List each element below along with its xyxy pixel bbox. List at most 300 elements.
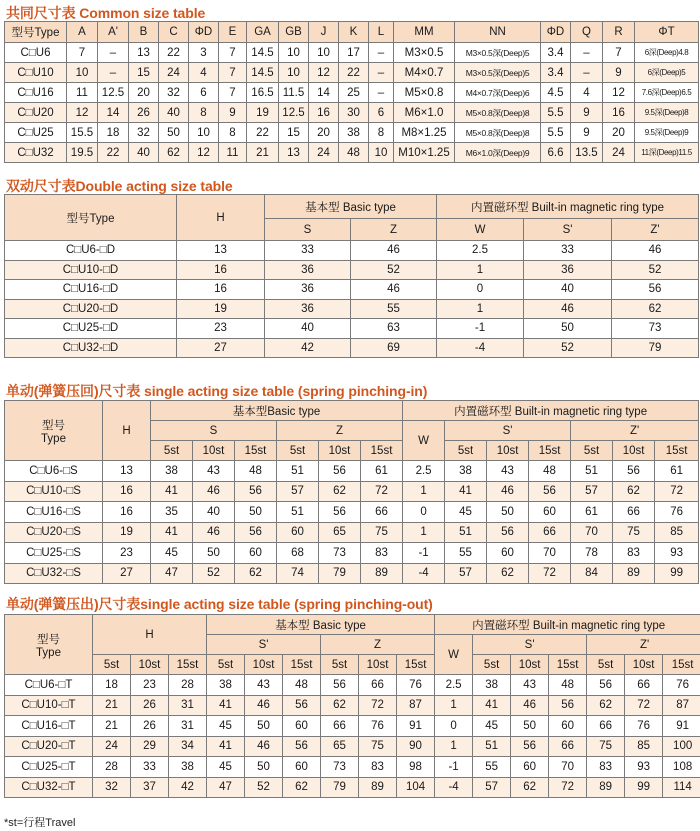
- stroke-header: 15st: [655, 441, 699, 461]
- value-cell: 38: [207, 675, 245, 696]
- stroke-header: 15st: [235, 441, 277, 461]
- stroke-header: 10st: [613, 441, 655, 461]
- header-cell: NN: [455, 22, 541, 43]
- value-cell: 22: [247, 123, 279, 143]
- w-header: W: [435, 635, 473, 675]
- value-cell: 1: [437, 260, 524, 280]
- stroke-header: 5st: [571, 441, 613, 461]
- stroke-header: 10st: [511, 655, 549, 675]
- table-row: [5, 736, 700, 757]
- value-cell: 66: [613, 502, 655, 523]
- value-cell: M5×0.8: [394, 83, 455, 103]
- value-cell: 50: [235, 502, 277, 523]
- table-row: [5, 675, 700, 696]
- value-cell: 46: [245, 736, 283, 757]
- value-cell: 15.5: [67, 123, 98, 143]
- value-cell: 47: [151, 563, 193, 584]
- value-cell: 36: [265, 299, 351, 319]
- value-cell: 93: [655, 543, 699, 564]
- table-row: [5, 260, 699, 280]
- value-cell: 47: [207, 777, 245, 798]
- value-cell: 66: [549, 736, 587, 757]
- w-header: W: [403, 421, 445, 461]
- model-cell: C□U6-□S: [5, 461, 103, 482]
- value-cell: 24: [309, 143, 339, 163]
- sub-header: S': [524, 219, 612, 241]
- value-cell: 74: [277, 563, 319, 584]
- value-cell: 43: [487, 461, 529, 482]
- value-cell: 3: [189, 43, 219, 63]
- value-cell: 10: [369, 143, 394, 163]
- basic-type-header: 基本型Basic type: [151, 401, 403, 421]
- value-cell: 72: [359, 695, 397, 716]
- value-cell: 0: [435, 716, 473, 737]
- value-cell: –: [571, 63, 603, 83]
- value-cell: 13: [177, 241, 265, 261]
- value-cell: 2.5: [403, 461, 445, 482]
- value-cell: 10: [279, 63, 309, 83]
- value-cell: 83: [587, 757, 625, 778]
- value-cell: 9: [571, 103, 603, 123]
- table-row: [5, 241, 699, 261]
- value-cell: 76: [663, 675, 700, 696]
- value-cell: 60: [283, 757, 321, 778]
- value-cell: 70: [529, 543, 571, 564]
- value-cell: 16: [103, 502, 151, 523]
- value-cell: 78: [571, 543, 613, 564]
- value-cell: 56: [549, 695, 587, 716]
- value-cell: 50: [245, 757, 283, 778]
- value-cell: 60: [235, 543, 277, 564]
- value-cell: 72: [625, 695, 663, 716]
- value-cell: 76: [655, 502, 699, 523]
- value-cell: 9: [603, 63, 635, 83]
- value-cell: 45: [207, 757, 245, 778]
- sub-header: W: [437, 219, 524, 241]
- value-cell: 46: [351, 241, 437, 261]
- value-cell: 10: [67, 63, 98, 83]
- stroke-header: 5st: [93, 655, 131, 675]
- value-cell: 60: [511, 757, 549, 778]
- type-label-cn: 型号: [42, 419, 65, 432]
- value-cell: 70: [571, 522, 613, 543]
- value-cell: 14: [309, 83, 339, 103]
- value-cell: 51: [473, 736, 511, 757]
- common-table-title: 共同尺寸表 Common size table: [6, 5, 206, 21]
- h-header: H: [93, 615, 207, 655]
- value-cell: M5×0.8深(Deep)8: [455, 103, 541, 123]
- type-header: [5, 615, 93, 675]
- value-cell: 56: [235, 522, 277, 543]
- value-cell: 10: [189, 123, 219, 143]
- value-cell: -4: [403, 563, 445, 584]
- value-cell: 12: [189, 143, 219, 163]
- value-cell: 62: [487, 563, 529, 584]
- table-row: [5, 299, 699, 319]
- value-cell: 93: [625, 757, 663, 778]
- value-cell: 4: [571, 83, 603, 103]
- value-cell: 5.5: [541, 123, 571, 143]
- value-cell: 76: [359, 716, 397, 737]
- value-cell: M4×0.7: [394, 63, 455, 83]
- common-size-table: [4, 21, 699, 163]
- value-cell: 56: [511, 736, 549, 757]
- value-cell: 34: [169, 736, 207, 757]
- value-cell: 62: [511, 777, 549, 798]
- value-cell: M10×1.25: [394, 143, 455, 163]
- value-cell: 40: [159, 103, 189, 123]
- header-cell: GB: [279, 22, 309, 43]
- stroke-header: 5st: [207, 655, 245, 675]
- value-cell: 45: [207, 716, 245, 737]
- value-cell: 7: [219, 83, 247, 103]
- value-cell: 13.5: [571, 143, 603, 163]
- value-cell: 0: [437, 280, 524, 300]
- value-cell: 99: [655, 563, 699, 584]
- value-cell: -4: [437, 338, 524, 358]
- value-cell: 85: [655, 522, 699, 543]
- table-row: [5, 461, 699, 482]
- value-cell: M5×0.8深(Deep)8: [455, 123, 541, 143]
- table-row: [5, 716, 700, 737]
- stroke-header: 10st: [131, 655, 169, 675]
- value-cell: 60: [549, 716, 587, 737]
- value-cell: 57: [473, 777, 511, 798]
- value-cell: 27: [177, 338, 265, 358]
- value-cell: 56: [613, 461, 655, 482]
- value-cell: 76: [397, 675, 435, 696]
- value-cell: M8×1.25: [394, 123, 455, 143]
- table-row: [5, 522, 699, 543]
- value-cell: 3.4: [541, 63, 571, 83]
- value-cell: 27: [103, 563, 151, 584]
- value-cell: 11: [219, 143, 247, 163]
- value-cell: 19.5: [67, 143, 98, 163]
- header-cell: A: [67, 22, 98, 43]
- value-cell: 83: [613, 543, 655, 564]
- value-cell: 12.5: [98, 83, 129, 103]
- stroke-header: 15st: [663, 655, 700, 675]
- header-cell: L: [369, 22, 394, 43]
- z-prime-header: Z': [587, 635, 700, 655]
- type-header: 型号Type: [5, 195, 177, 241]
- single-acting-out-table: [4, 614, 700, 798]
- value-cell: 56: [529, 481, 571, 502]
- table-row: [5, 103, 699, 123]
- value-cell: 23: [131, 675, 169, 696]
- model-cell: C□U16-□D: [5, 280, 177, 300]
- value-cell: 21: [247, 143, 279, 163]
- value-cell: 75: [361, 522, 403, 543]
- value-cell: 89: [359, 777, 397, 798]
- value-cell: 60: [487, 543, 529, 564]
- stroke-header: 15st: [529, 441, 571, 461]
- value-cell: 63: [351, 319, 437, 339]
- value-cell: 42: [169, 777, 207, 798]
- model-cell: C□U16-□T: [5, 716, 93, 737]
- value-cell: 43: [245, 675, 283, 696]
- value-cell: 87: [397, 695, 435, 716]
- table-row: [5, 338, 699, 358]
- magnetic-ring-header: 内置磁环型 Built-in magnetic ring type: [435, 615, 700, 635]
- value-cell: 89: [587, 777, 625, 798]
- value-cell: 50: [487, 502, 529, 523]
- header-cell: B: [129, 22, 159, 43]
- sub-header: Z': [612, 219, 699, 241]
- model-cell: C□U25-□S: [5, 543, 103, 564]
- value-cell: –: [369, 83, 394, 103]
- value-cell: 83: [359, 757, 397, 778]
- value-cell: 8: [369, 123, 394, 143]
- value-cell: 9.5深(Deep)9: [635, 123, 699, 143]
- value-cell: –: [369, 63, 394, 83]
- value-cell: 50: [159, 123, 189, 143]
- header-cell: A': [98, 22, 129, 43]
- s-prime-header: S': [445, 421, 571, 441]
- value-cell: 50: [511, 716, 549, 737]
- model-cell: C□U20-□T: [5, 736, 93, 757]
- value-cell: 61: [571, 502, 613, 523]
- sub-header: S: [265, 219, 351, 241]
- value-cell: 40: [265, 319, 351, 339]
- value-cell: 84: [571, 563, 613, 584]
- value-cell: 50: [245, 716, 283, 737]
- stroke-header: 10st: [359, 655, 397, 675]
- type-label-en: Type: [36, 646, 61, 659]
- value-cell: 62: [159, 143, 189, 163]
- value-cell: M3×0.5: [394, 43, 455, 63]
- stroke-header: 15st: [397, 655, 435, 675]
- value-cell: 16: [103, 481, 151, 502]
- value-cell: 7: [219, 43, 247, 63]
- value-cell: 6.6: [541, 143, 571, 163]
- value-cell: 9: [219, 103, 247, 123]
- value-cell: 4.5: [541, 83, 571, 103]
- value-cell: 38: [445, 461, 487, 482]
- value-cell: 16: [603, 103, 635, 123]
- value-cell: 38: [169, 757, 207, 778]
- value-cell: 65: [321, 736, 359, 757]
- table-row: [5, 543, 699, 564]
- value-cell: 9: [571, 123, 603, 143]
- magnetic-ring-header: 内置磁环型 Built-in magnetic ring type: [437, 195, 699, 219]
- magnetic-ring-header: 内置磁环型 Built-in magnetic ring type: [403, 401, 699, 421]
- common-header-row: [5, 22, 699, 43]
- value-cell: 22: [98, 143, 129, 163]
- value-cell: M3×0.5深(Deep)5: [455, 63, 541, 83]
- value-cell: 56: [283, 695, 321, 716]
- value-cell: 20: [309, 123, 339, 143]
- value-cell: 99: [625, 777, 663, 798]
- header-cell: Q: [571, 22, 603, 43]
- value-cell: 46: [511, 695, 549, 716]
- value-cell: 48: [529, 461, 571, 482]
- value-cell: 57: [445, 563, 487, 584]
- value-cell: 55: [351, 299, 437, 319]
- value-cell: 28: [169, 675, 207, 696]
- value-cell: 89: [361, 563, 403, 584]
- model-cell: C□U32-□T: [5, 777, 93, 798]
- value-cell: 46: [487, 481, 529, 502]
- value-cell: 46: [524, 299, 612, 319]
- model-cell: C□U20-□D: [5, 299, 177, 319]
- value-cell: 21: [93, 695, 131, 716]
- value-cell: 66: [321, 716, 359, 737]
- value-cell: 7: [67, 43, 98, 63]
- model-cell: C□U32-□S: [5, 563, 103, 584]
- value-cell: 52: [612, 260, 699, 280]
- value-cell: 45: [473, 716, 511, 737]
- s-header: S: [151, 421, 277, 441]
- value-cell: 69: [351, 338, 437, 358]
- stroke-header: 10st: [319, 441, 361, 461]
- value-cell: 31: [169, 716, 207, 737]
- single-acting-in-table: [4, 400, 699, 584]
- value-cell: 24: [159, 63, 189, 83]
- model-cell: C□U6-□D: [5, 241, 177, 261]
- value-cell: 41: [473, 695, 511, 716]
- stroke-header: 10st: [487, 441, 529, 461]
- value-cell: 57: [277, 481, 319, 502]
- single-in-table-title: 单动(弹簧压回)尺寸表 single acting size table (spring pinching-in): [6, 383, 428, 399]
- table-row: [5, 280, 699, 300]
- value-cell: 14.5: [247, 43, 279, 63]
- value-cell: 42: [265, 338, 351, 358]
- value-cell: 46: [193, 522, 235, 543]
- value-cell: 75: [613, 522, 655, 543]
- value-cell: 87: [663, 695, 700, 716]
- value-cell: 12: [67, 103, 98, 123]
- value-cell: 43: [193, 461, 235, 482]
- value-cell: 16.5: [247, 83, 279, 103]
- value-cell: 20: [129, 83, 159, 103]
- value-cell: 46: [193, 481, 235, 502]
- model-cell: C□U25-□D: [5, 319, 177, 339]
- value-cell: 1: [403, 481, 445, 502]
- value-cell: 41: [151, 522, 193, 543]
- value-cell: 9.5深(Deep)8: [635, 103, 699, 123]
- value-cell: 56: [319, 502, 361, 523]
- single-out-table-title: 单动(弹簧压出)尺寸表single acting size table (spring pinching-out): [6, 596, 433, 612]
- value-cell: 13: [129, 43, 159, 63]
- table-row: [5, 757, 700, 778]
- header-cell: J: [309, 22, 339, 43]
- value-cell: 60: [277, 522, 319, 543]
- stroke-header: 5st: [151, 441, 193, 461]
- value-cell: 23: [177, 319, 265, 339]
- value-cell: 1: [435, 736, 473, 757]
- value-cell: 26: [131, 695, 169, 716]
- value-cell: 7: [603, 43, 635, 63]
- value-cell: 38: [151, 461, 193, 482]
- value-cell: 114: [663, 777, 700, 798]
- value-cell: 36: [265, 280, 351, 300]
- table-row: [5, 319, 699, 339]
- value-cell: M6×1.0: [394, 103, 455, 123]
- value-cell: –: [98, 43, 129, 63]
- value-cell: 62: [235, 563, 277, 584]
- header-cell: MM: [394, 22, 455, 43]
- value-cell: 33: [265, 241, 351, 261]
- model-cell: C□U10: [5, 63, 67, 83]
- value-cell: 22: [339, 63, 369, 83]
- value-cell: 33: [524, 241, 612, 261]
- value-cell: 61: [361, 461, 403, 482]
- value-cell: 19: [103, 522, 151, 543]
- table-row: [5, 502, 699, 523]
- table-row: [5, 123, 699, 143]
- value-cell: 62: [283, 777, 321, 798]
- value-cell: 51: [571, 461, 613, 482]
- value-cell: 15: [129, 63, 159, 83]
- stroke-header: 5st: [445, 441, 487, 461]
- value-cell: 72: [549, 777, 587, 798]
- model-cell: C□U6: [5, 43, 67, 63]
- value-cell: 89: [613, 563, 655, 584]
- value-cell: 32: [159, 83, 189, 103]
- value-cell: 52: [524, 338, 612, 358]
- value-cell: 46: [351, 280, 437, 300]
- value-cell: -1: [435, 757, 473, 778]
- value-cell: 57: [571, 481, 613, 502]
- value-cell: 104: [397, 777, 435, 798]
- value-cell: 72: [655, 481, 699, 502]
- value-cell: 13: [103, 461, 151, 482]
- value-cell: 61: [655, 461, 699, 482]
- model-cell: C□U25: [5, 123, 67, 143]
- value-cell: –: [369, 43, 394, 63]
- stroke-header: 5st: [277, 441, 319, 461]
- value-cell: 7: [219, 63, 247, 83]
- stroke-header: 10st: [193, 441, 235, 461]
- table-row: [5, 43, 699, 63]
- value-cell: 60: [283, 716, 321, 737]
- stroke-header: 5st: [587, 655, 625, 675]
- type-label-en: Type: [41, 432, 66, 445]
- value-cell: 31: [169, 695, 207, 716]
- value-cell: 73: [612, 319, 699, 339]
- value-cell: 79: [321, 777, 359, 798]
- value-cell: 66: [529, 522, 571, 543]
- value-cell: 11: [67, 83, 98, 103]
- value-cell: 40: [524, 280, 612, 300]
- table-row: [5, 481, 699, 502]
- value-cell: 62: [613, 481, 655, 502]
- h-header: H: [177, 195, 265, 241]
- header-cell: GA: [247, 22, 279, 43]
- value-cell: 48: [549, 675, 587, 696]
- value-cell: 24: [93, 736, 131, 757]
- model-cell: C□U10-□D: [5, 260, 177, 280]
- value-cell: 17: [339, 43, 369, 63]
- value-cell: 33: [131, 757, 169, 778]
- value-cell: 8: [219, 123, 247, 143]
- z-prime-header: Z': [571, 421, 699, 441]
- value-cell: 41: [207, 695, 245, 716]
- value-cell: 56: [612, 280, 699, 300]
- value-cell: 90: [397, 736, 435, 757]
- value-cell: M6×1.0深(Deep)9: [455, 143, 541, 163]
- value-cell: 37: [131, 777, 169, 798]
- value-cell: 50: [524, 319, 612, 339]
- value-cell: 65: [319, 522, 361, 543]
- footnote: *st=行程Travel: [4, 817, 76, 829]
- value-cell: 38: [339, 123, 369, 143]
- stroke-header: 5st: [321, 655, 359, 675]
- header-cell: K: [339, 22, 369, 43]
- stroke-header: 15st: [169, 655, 207, 675]
- value-cell: 62: [321, 695, 359, 716]
